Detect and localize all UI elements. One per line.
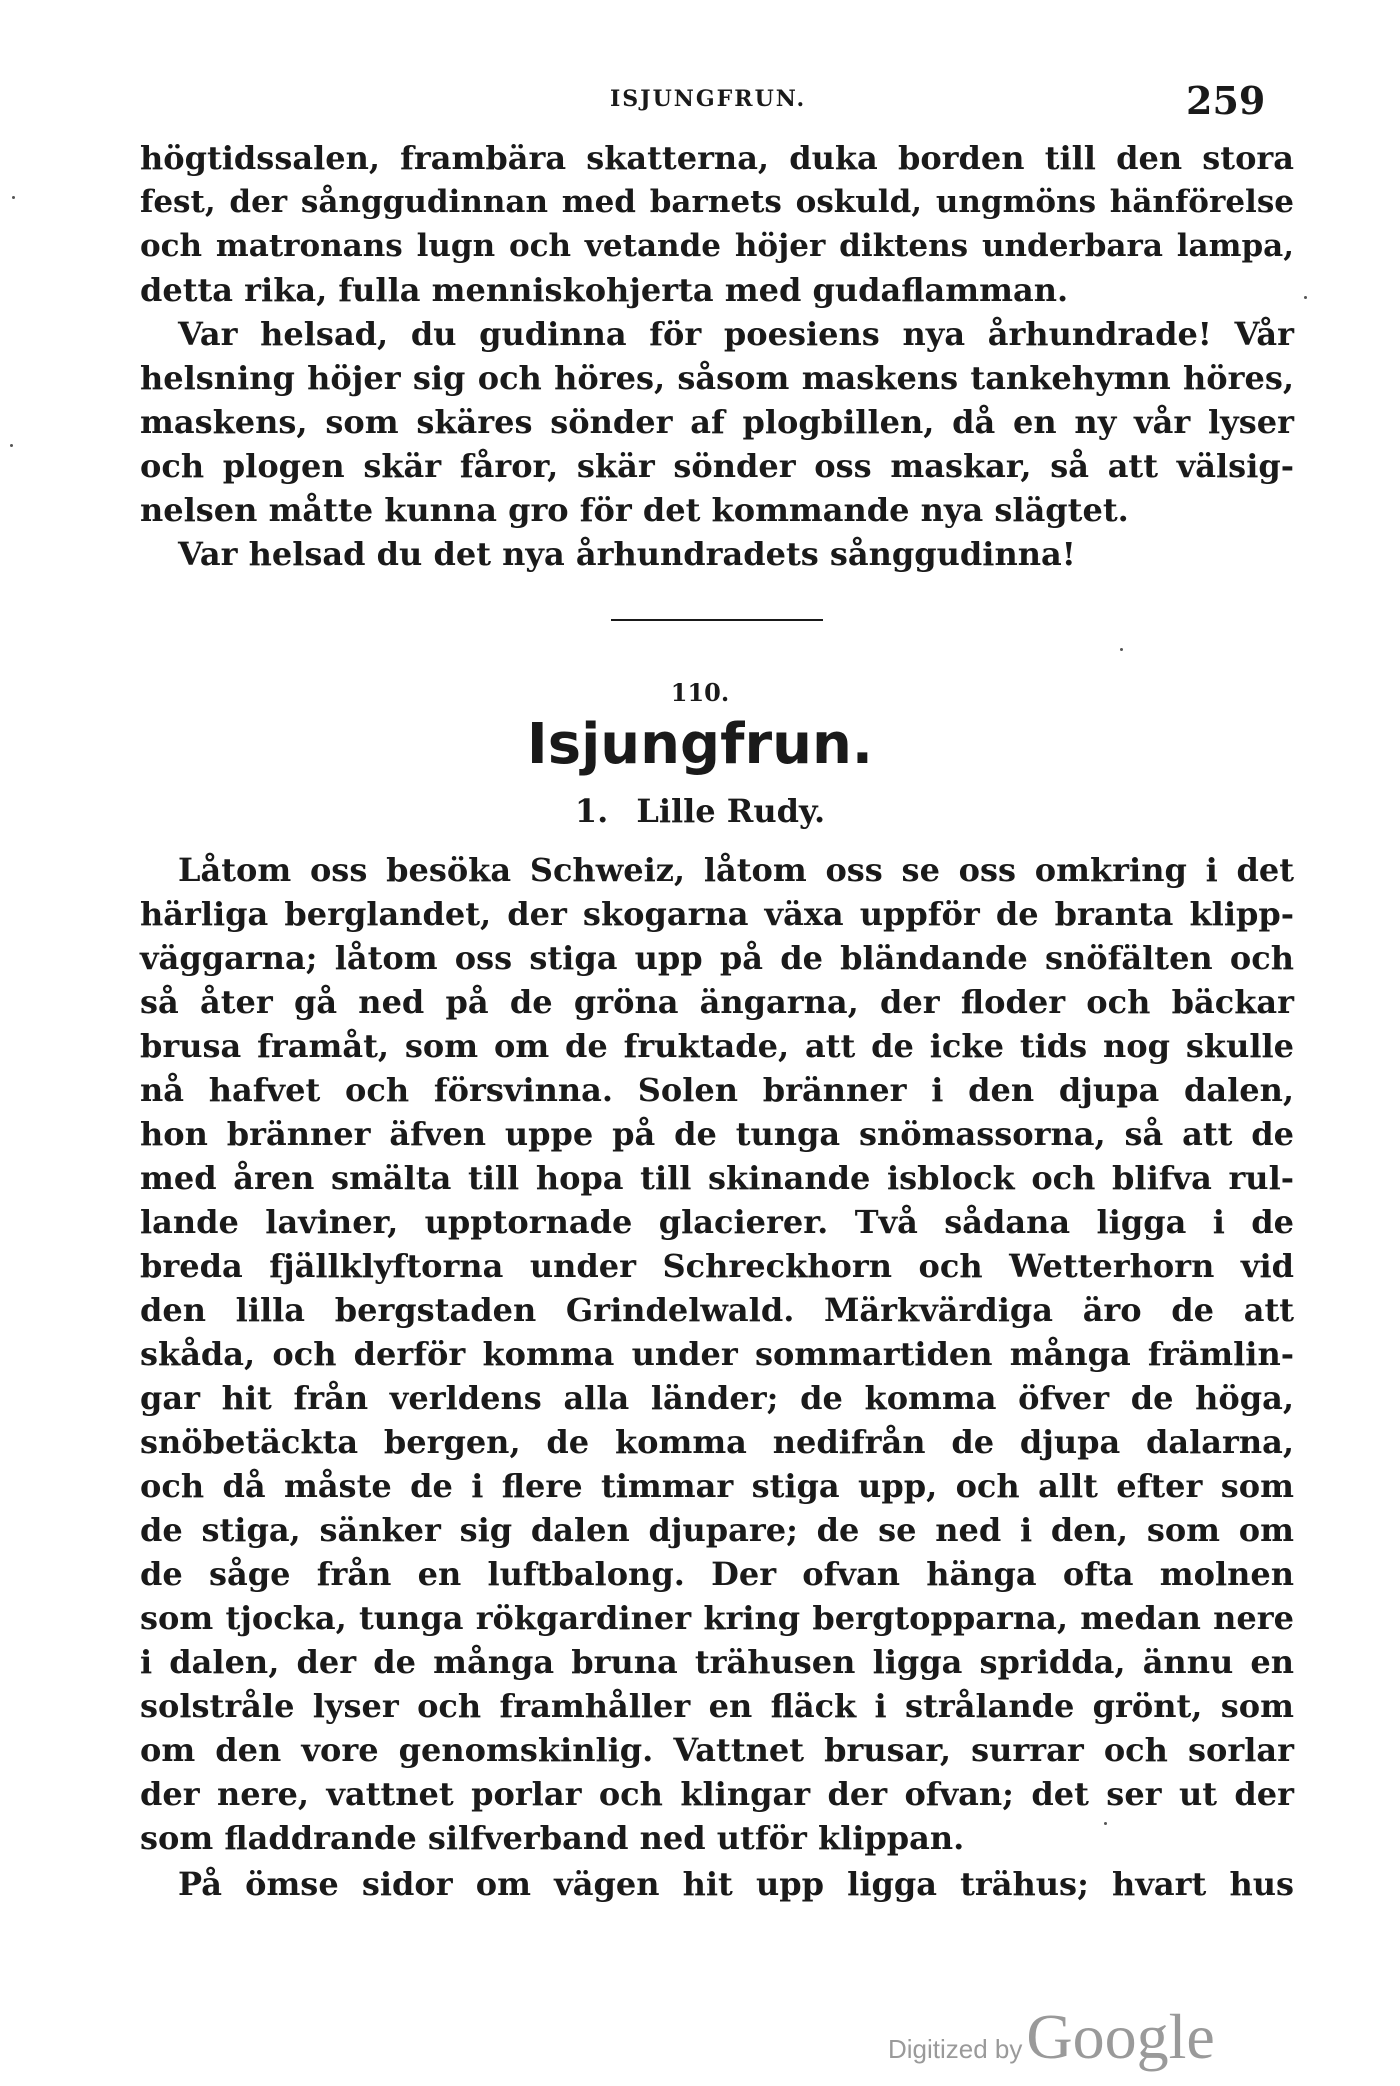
text-line: med åren smälta till hopa till skinande isblock och blifva rul- (140, 1159, 1294, 1197)
text-line: detta rika, fulla menniskohjerta med gudaflamman. (140, 271, 1069, 309)
text-line: härliga berglandet, der skogarna växa uppför de branta klipp- (140, 895, 1294, 933)
text-line: högtidssalen, frambära skatterna, duka borden till den stora (140, 139, 1294, 177)
text-line: På ömse sidor om vägen hit upp ligga trähus; hvart hus (178, 1865, 1294, 1903)
text-line: nå hafvet och försvinna. Solen bränner i den djupa dalen, (140, 1071, 1294, 1109)
text-line: väggarna; låtom oss stiga upp på de bländande snöfälten och (140, 939, 1294, 977)
text-line: och då måste de i flere timmar stiga upp, och allt efter som (140, 1467, 1294, 1505)
scan-speck (10, 444, 13, 447)
text-line: snöbetäckta bergen, de komma nedifrån de djupa dalarna, (140, 1423, 1294, 1461)
text-line: Låtom oss besöka Schweiz, låtom oss se oss omkring i det (178, 851, 1294, 889)
text-line: helsning höjer sig och höres, såsom maskens tankehymn höres, (140, 359, 1294, 397)
text-line: skåda, och derför komma under sommartiden många främlin- (140, 1335, 1294, 1373)
text-line: breda fjällklyftorna under Schreckhorn och Wetterhorn vid (140, 1247, 1294, 1285)
page-number: 259 (1186, 78, 1266, 123)
scan-speck (1104, 1822, 1107, 1825)
text-line: de stiga, sänker sig dalen djupare; de se ned i den, som om (140, 1511, 1294, 1549)
text-line: som fladdrande silfverband ned utför klippan. (140, 1819, 965, 1857)
text-line: maskens, som skäres sönder af plogbillen, då en ny vår lyser (140, 403, 1294, 441)
text-line: som tjocka, tunga rökgardiner kring bergtopparna, medan nere (140, 1599, 1294, 1637)
text-line: solstråle lyser och framhåller en fläck i strålande grönt, som (140, 1687, 1294, 1725)
scan-speck (1120, 648, 1123, 651)
google-logo: Google (1026, 2001, 1215, 2072)
text-line: nelsen måtte kunna gro för det kommande nya slägtet. (140, 491, 1129, 529)
scan-speck (1304, 296, 1307, 299)
scan-speck (12, 196, 15, 199)
text-line: om den vore genomskinlig. Vattnet brusar, surrar och sorlar (140, 1731, 1294, 1769)
subsection-number: 1. (574, 792, 609, 830)
text-line: der nere, vattnet porlar och klingar der ofvan; det ser ut der (140, 1775, 1294, 1813)
text-line: hon bränner äfven uppe på de tunga snömassorna, så att de (140, 1115, 1294, 1153)
text-line: och matronans lugn och vetande höjer diktens underbara lampa, (140, 228, 1294, 264)
running-head (0, 78, 1400, 123)
text-line: så åter gå ned på de gröna ängarna, der floder och bäckar (140, 983, 1294, 1021)
watermark-prefix: Digitized by (888, 2034, 1023, 2064)
text-line: och plogen skär fåror, skär sönder oss maskar, så att välsig- (140, 447, 1294, 485)
text-line: den lilla bergstaden Grindelwald. Märkvärdiga äro de att (140, 1291, 1294, 1329)
digitized-by-google-watermark (888, 2000, 1215, 2070)
text-line: de såge från en luftbalong. Der ofvan hänga ofta molnen (140, 1555, 1294, 1593)
text-line: Var helsad, du gudinna för poesiens nya århundrade! Vår (178, 315, 1294, 353)
section-title: Isjungfrun. (526, 712, 874, 777)
section-divider (611, 619, 823, 621)
text-line: lande laviner, upptornade glacierer. Två sådana ligga i de (140, 1203, 1294, 1241)
text-line: brusa framåt, som om de fruktade, att de icke tids nog skulle (140, 1027, 1294, 1065)
text-line: i dalen, der de många bruna trähusen ligga spridda, ännu en (140, 1643, 1294, 1681)
text-line: gar hit från verldens alla länder; de komma öfver de höga, (140, 1379, 1294, 1417)
subsection-heading (0, 792, 1400, 830)
running-title: ISJUNGFRUN. (610, 86, 807, 112)
subsection-title: Lille Rudy. (636, 792, 826, 830)
text-line: Var helsad du det nya århundradets sånggudinna! (178, 535, 1076, 573)
section-number: 110. (670, 678, 730, 707)
text-line: fest, der sånggudinnan med barnets oskuld, ungmöns hänförelse (140, 184, 1294, 220)
